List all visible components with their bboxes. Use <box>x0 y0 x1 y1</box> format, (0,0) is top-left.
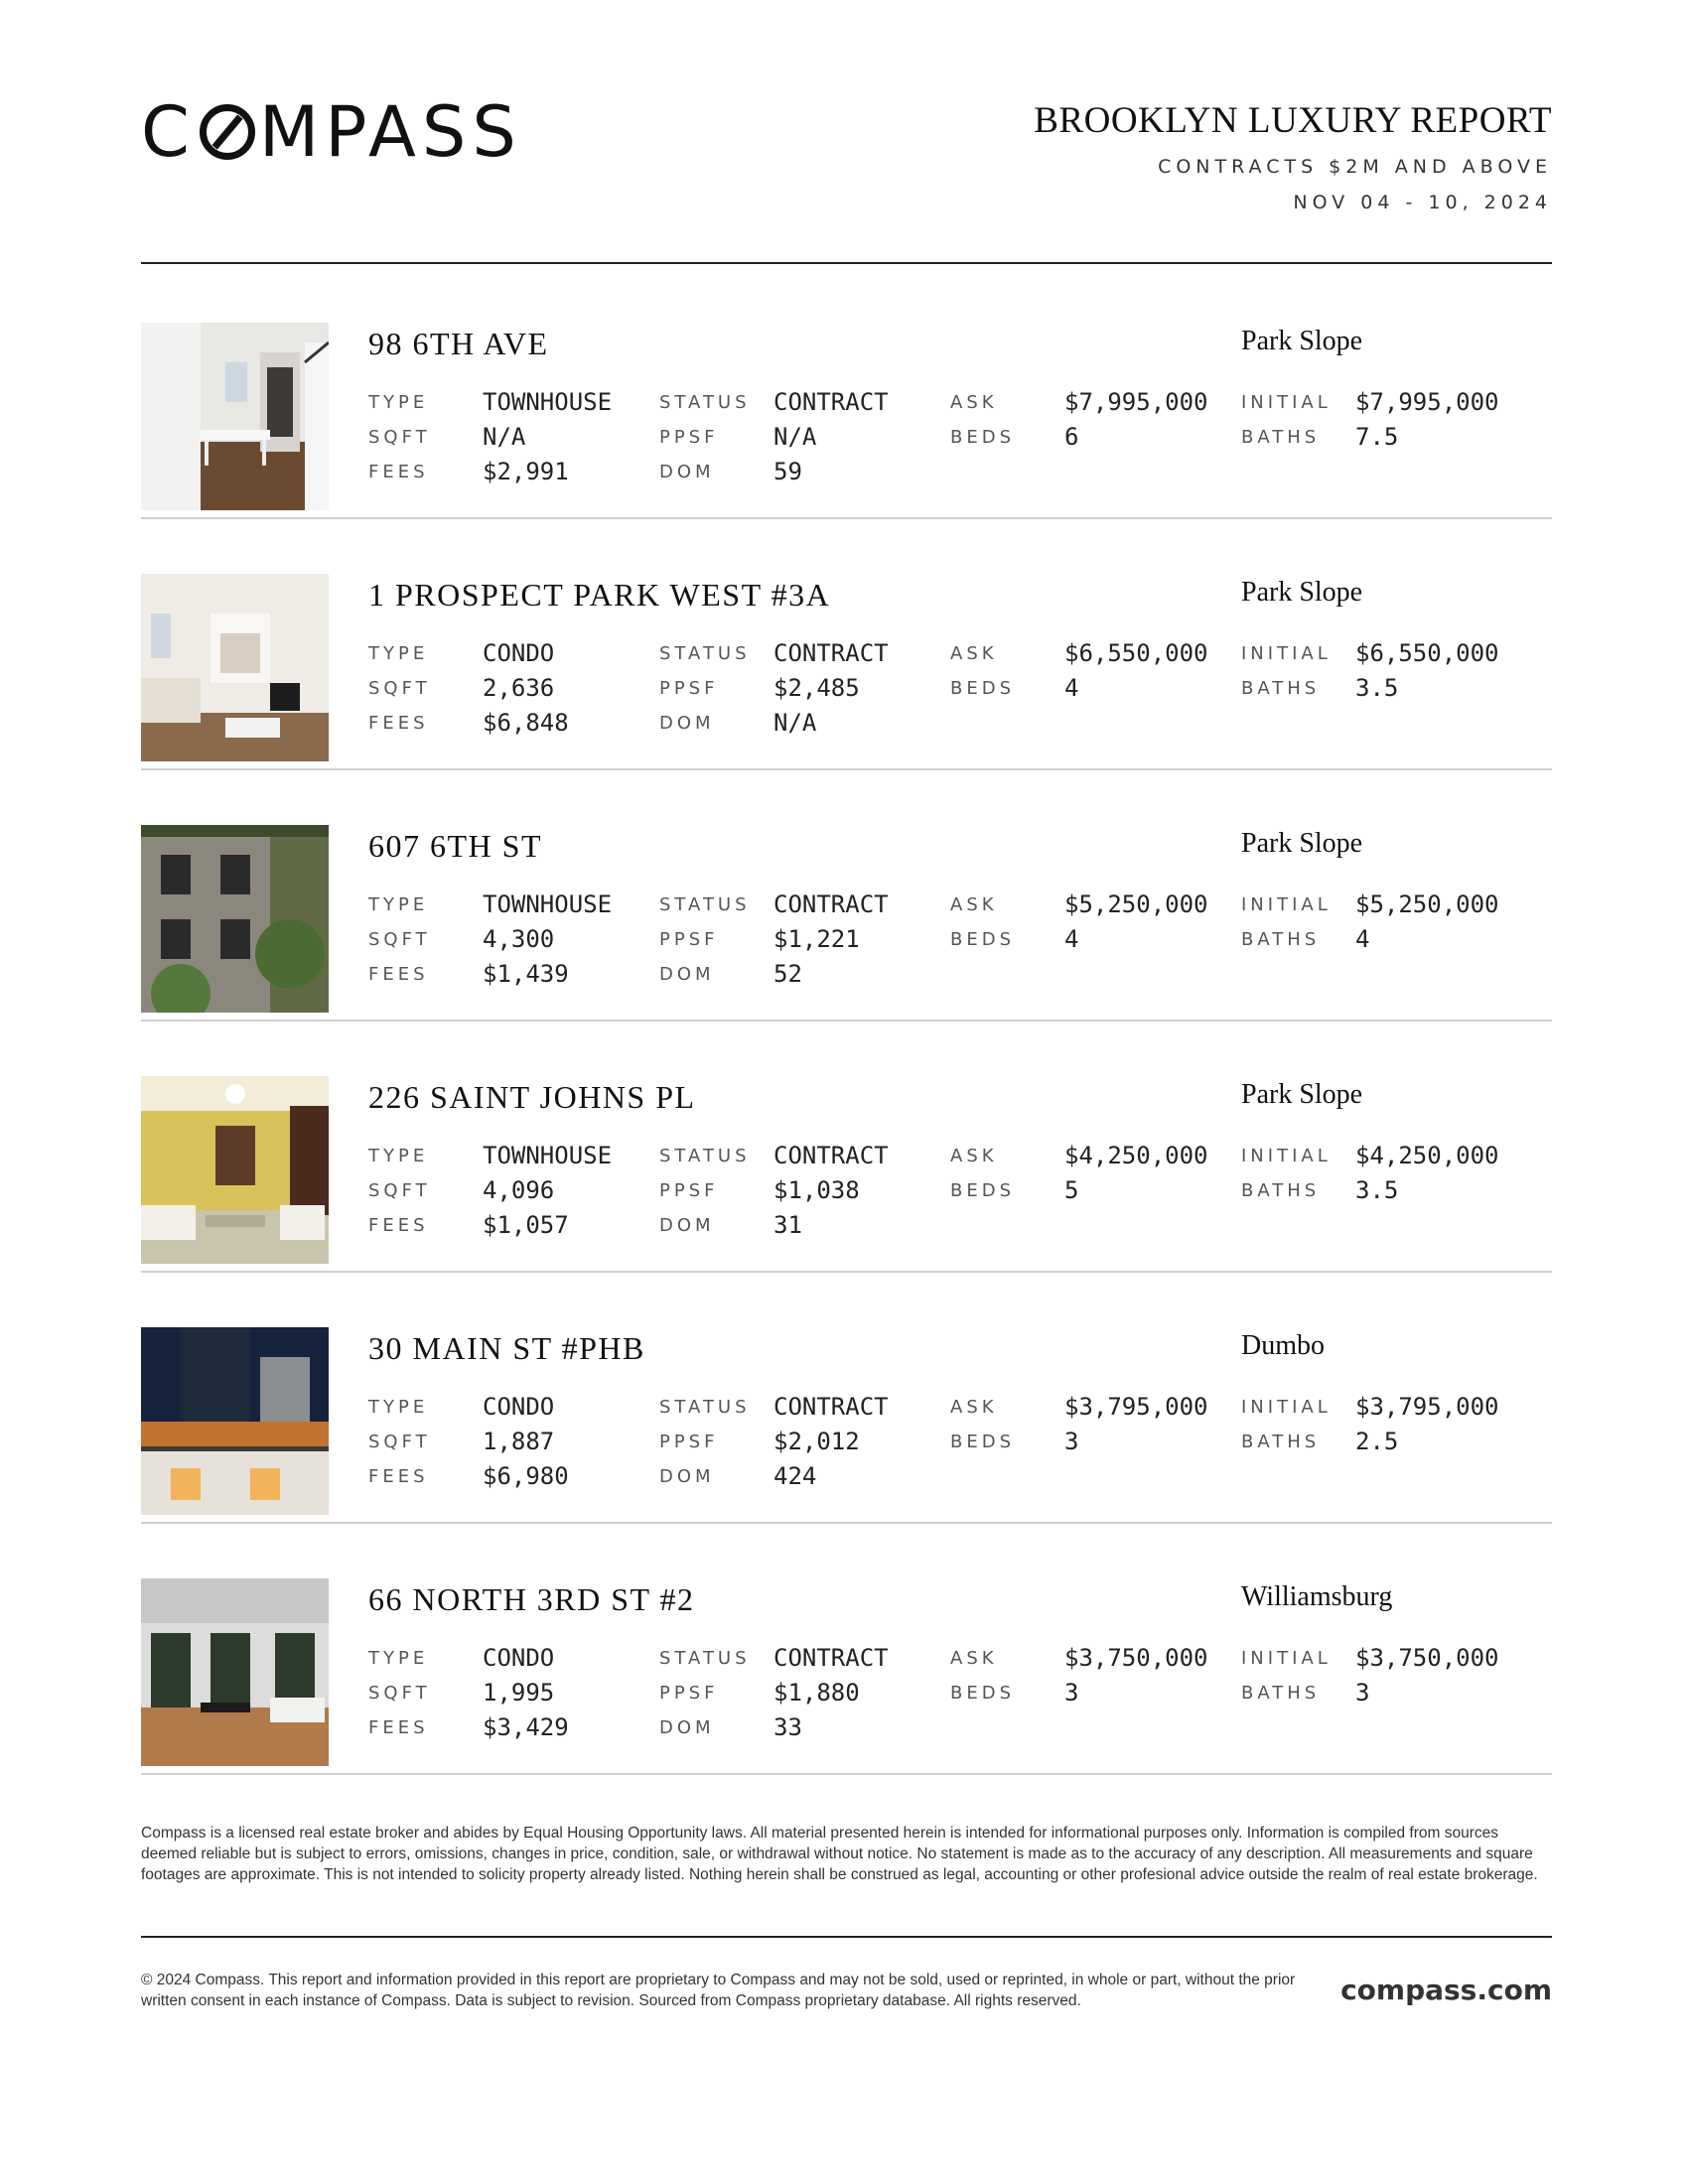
property-photo <box>141 574 329 761</box>
label-ask: ASK <box>950 1146 998 1166</box>
listing-address: 1 PROSPECT PARK WEST #3A <box>368 577 831 613</box>
listing-address: 66 NORTH 3RD ST #2 <box>368 1581 695 1617</box>
report-page <box>141 0 1552 2184</box>
value-dom: 31 <box>774 1211 802 1239</box>
label-baths: BATHS <box>1241 1180 1321 1201</box>
label-status: STATUS <box>659 643 751 664</box>
value-ask: $5,250,000 <box>1064 890 1208 918</box>
value-dom: 52 <box>774 960 802 988</box>
value-type: TOWNHOUSE <box>483 1142 613 1169</box>
value-fees: $6,980 <box>483 1462 569 1490</box>
value-fees: $2,991 <box>483 458 569 485</box>
value-status: CONTRACT <box>774 388 889 416</box>
label-fees: FEES <box>368 713 429 734</box>
label-dom: DOM <box>659 1466 715 1487</box>
value-baths: 3.5 <box>1355 1176 1399 1204</box>
label-type: TYPE <box>368 392 429 413</box>
label-baths: BATHS <box>1241 929 1321 950</box>
label-beds: BEDS <box>950 1180 1016 1201</box>
label-beds: BEDS <box>950 1432 1016 1452</box>
value-ask: $4,250,000 <box>1064 1142 1208 1169</box>
report-date-range: NOV 04 - 10, 2024 <box>1293 192 1552 213</box>
property-photo <box>141 1578 329 1766</box>
value-ppsf: $1,221 <box>774 925 860 953</box>
label-ask: ASK <box>950 1648 998 1669</box>
label-ppsf: PPSF <box>659 929 719 950</box>
value-beds: 4 <box>1064 925 1079 953</box>
value-initial: $3,750,000 <box>1355 1644 1499 1672</box>
value-ask: $6,550,000 <box>1064 639 1208 667</box>
label-status: STATUS <box>659 894 751 915</box>
value-fees: $1,439 <box>483 960 569 988</box>
label-beds: BEDS <box>950 427 1016 448</box>
label-type: TYPE <box>368 643 429 664</box>
value-status: CONTRACT <box>774 639 889 667</box>
property-photo <box>141 1076 329 1264</box>
listing-neighborhood: Park Slope <box>1241 577 1363 608</box>
label-dom: DOM <box>659 713 715 734</box>
property-photo <box>141 1327 329 1515</box>
label-beds: BEDS <box>950 929 1016 950</box>
label-status: STATUS <box>659 1648 751 1669</box>
value-status: CONTRACT <box>774 1644 889 1672</box>
label-initial: INITIAL <box>1241 1146 1332 1166</box>
label-dom: DOM <box>659 964 715 985</box>
value-dom: N/A <box>774 709 817 737</box>
value-ppsf: $2,485 <box>774 674 860 702</box>
value-ppsf: $2,012 <box>774 1428 860 1455</box>
label-ask: ASK <box>950 392 998 413</box>
label-fees: FEES <box>368 1717 429 1738</box>
value-sqft: 4,300 <box>483 925 555 953</box>
value-initial: $4,250,000 <box>1355 1142 1499 1169</box>
value-initial: $5,250,000 <box>1355 890 1499 918</box>
value-status: CONTRACT <box>774 1393 889 1421</box>
value-fees: $6,848 <box>483 709 569 737</box>
value-status: CONTRACT <box>774 890 889 918</box>
listing-row <box>141 1022 1552 1273</box>
label-status: STATUS <box>659 392 751 413</box>
label-dom: DOM <box>659 1717 715 1738</box>
row-divider <box>141 1773 1552 1775</box>
label-type: TYPE <box>368 1648 429 1669</box>
value-type: CONDO <box>483 639 555 667</box>
listing-neighborhood: Park Slope <box>1241 1079 1363 1110</box>
value-beds: 6 <box>1064 423 1079 451</box>
label-sqft: SQFT <box>368 427 431 448</box>
value-dom: 33 <box>774 1713 802 1741</box>
label-fees: FEES <box>368 462 429 482</box>
listing-row <box>141 770 1552 1022</box>
header-divider <box>141 262 1552 264</box>
value-sqft: 1,887 <box>483 1428 555 1455</box>
value-sqft: 2,636 <box>483 674 555 702</box>
label-ppsf: PPSF <box>659 1180 719 1201</box>
label-baths: BATHS <box>1241 1432 1321 1452</box>
label-fees: FEES <box>368 964 429 985</box>
value-baths: 7.5 <box>1355 423 1399 451</box>
label-beds: BEDS <box>950 678 1016 699</box>
value-dom: 424 <box>774 1462 817 1490</box>
listing-neighborhood: Williamsburg <box>1241 1581 1393 1612</box>
value-initial: $7,995,000 <box>1355 388 1499 416</box>
listing-row <box>141 1273 1552 1524</box>
label-ppsf: PPSF <box>659 1432 719 1452</box>
value-beds: 5 <box>1064 1176 1079 1204</box>
listing-neighborhood: Park Slope <box>1241 828 1363 859</box>
label-ask: ASK <box>950 643 998 664</box>
value-fees: $1,057 <box>483 1211 569 1239</box>
value-sqft: 4,096 <box>483 1176 555 1204</box>
label-dom: DOM <box>659 1215 715 1236</box>
value-type: CONDO <box>483 1644 555 1672</box>
compass-o-icon <box>200 104 255 160</box>
label-baths: BATHS <box>1241 427 1321 448</box>
value-type: CONDO <box>483 1393 555 1421</box>
listing-row <box>141 519 1552 770</box>
value-ppsf: N/A <box>774 423 817 451</box>
value-status: CONTRACT <box>774 1142 889 1169</box>
label-fees: FEES <box>368 1466 429 1487</box>
label-baths: BATHS <box>1241 678 1321 699</box>
listing-neighborhood: Dumbo <box>1241 1330 1325 1361</box>
value-initial: $6,550,000 <box>1355 639 1499 667</box>
label-ppsf: PPSF <box>659 427 719 448</box>
listing-address: 98 6TH AVE <box>368 326 549 361</box>
label-ppsf: PPSF <box>659 1683 719 1704</box>
value-sqft: N/A <box>483 423 526 451</box>
listing-row <box>141 1524 1552 1775</box>
report-title: BROOKLYN LUXURY REPORT <box>1034 100 1552 141</box>
value-ask: $3,750,000 <box>1064 1644 1208 1672</box>
label-sqft: SQFT <box>368 1432 431 1452</box>
value-type: TOWNHOUSE <box>483 890 613 918</box>
label-ask: ASK <box>950 894 998 915</box>
label-initial: INITIAL <box>1241 643 1332 664</box>
listing-row <box>141 268 1552 519</box>
value-ppsf: $1,038 <box>774 1176 860 1204</box>
listing-address: 226 SAINT JOHNS PL <box>368 1079 696 1115</box>
value-dom: 59 <box>774 458 802 485</box>
value-baths: 2.5 <box>1355 1428 1399 1455</box>
footer-divider <box>141 1936 1552 1938</box>
value-ppsf: $1,880 <box>774 1679 860 1706</box>
listing-address: 30 MAIN ST #PHB <box>368 1330 645 1366</box>
label-initial: INITIAL <box>1241 392 1332 413</box>
value-beds: 3 <box>1064 1428 1079 1455</box>
disclaimer-text: Compass is a licensed real estate broker and abides by Equal Housing Opportunity laws. All material presented herein is intended for informational purposes only. Information is compiled from sources deemed reliable but is subject to errors, omissions, changes in price, condition, sale, or withdrawal without notice. No statement is made as to the accuracy of any description. All measurements and square footages are approximate. This is not intended to solicity property already listed. Nothing herein shall be construed as legal, accounting or other profesional advice outside the realm of real estate brokerage. <box>141 1825 1538 1883</box>
label-sqft: SQFT <box>368 1683 431 1704</box>
value-fees: $3,429 <box>483 1713 569 1741</box>
compass-logo: C MPASS <box>141 91 522 173</box>
value-baths: 3 <box>1355 1679 1370 1706</box>
listing-neighborhood: Park Slope <box>1241 326 1363 356</box>
label-ask: ASK <box>950 1397 998 1418</box>
website-link[interactable]: compass.com <box>1340 1974 1552 2006</box>
value-beds: 4 <box>1064 674 1079 702</box>
value-beds: 3 <box>1064 1679 1079 1706</box>
report-subtitle: CONTRACTS $2M AND ABOVE <box>1158 156 1552 178</box>
label-type: TYPE <box>368 1397 429 1418</box>
property-photo <box>141 323 329 510</box>
value-ask: $7,995,000 <box>1064 388 1208 416</box>
label-beds: BEDS <box>950 1683 1016 1704</box>
value-sqft: 1,995 <box>483 1679 555 1706</box>
label-initial: INITIAL <box>1241 894 1332 915</box>
property-photo <box>141 825 329 1013</box>
label-dom: DOM <box>659 462 715 482</box>
label-type: TYPE <box>368 894 429 915</box>
copyright-text: © 2024 Compass. This report and information provided in this report are proprietary to Compass and may not be sold, used or reprinted, in whole or part, without the prior written consent in each instance of Compass. Data is subject to revision. Sourced from Compass proprietary database. All rights reserved. <box>141 1972 1296 2009</box>
listing-address: 607 6TH ST <box>368 828 542 864</box>
label-ppsf: PPSF <box>659 678 719 699</box>
value-initial: $3,795,000 <box>1355 1393 1499 1421</box>
label-initial: INITIAL <box>1241 1648 1332 1669</box>
label-sqft: SQFT <box>368 1180 431 1201</box>
label-sqft: SQFT <box>368 678 431 699</box>
label-status: STATUS <box>659 1397 751 1418</box>
label-initial: INITIAL <box>1241 1397 1332 1418</box>
label-status: STATUS <box>659 1146 751 1166</box>
label-fees: FEES <box>368 1215 429 1236</box>
label-type: TYPE <box>368 1146 429 1166</box>
value-baths: 4 <box>1355 925 1370 953</box>
label-sqft: SQFT <box>368 929 431 950</box>
value-baths: 3.5 <box>1355 674 1399 702</box>
value-type: TOWNHOUSE <box>483 388 613 416</box>
value-ask: $3,795,000 <box>1064 1393 1208 1421</box>
label-baths: BATHS <box>1241 1683 1321 1704</box>
